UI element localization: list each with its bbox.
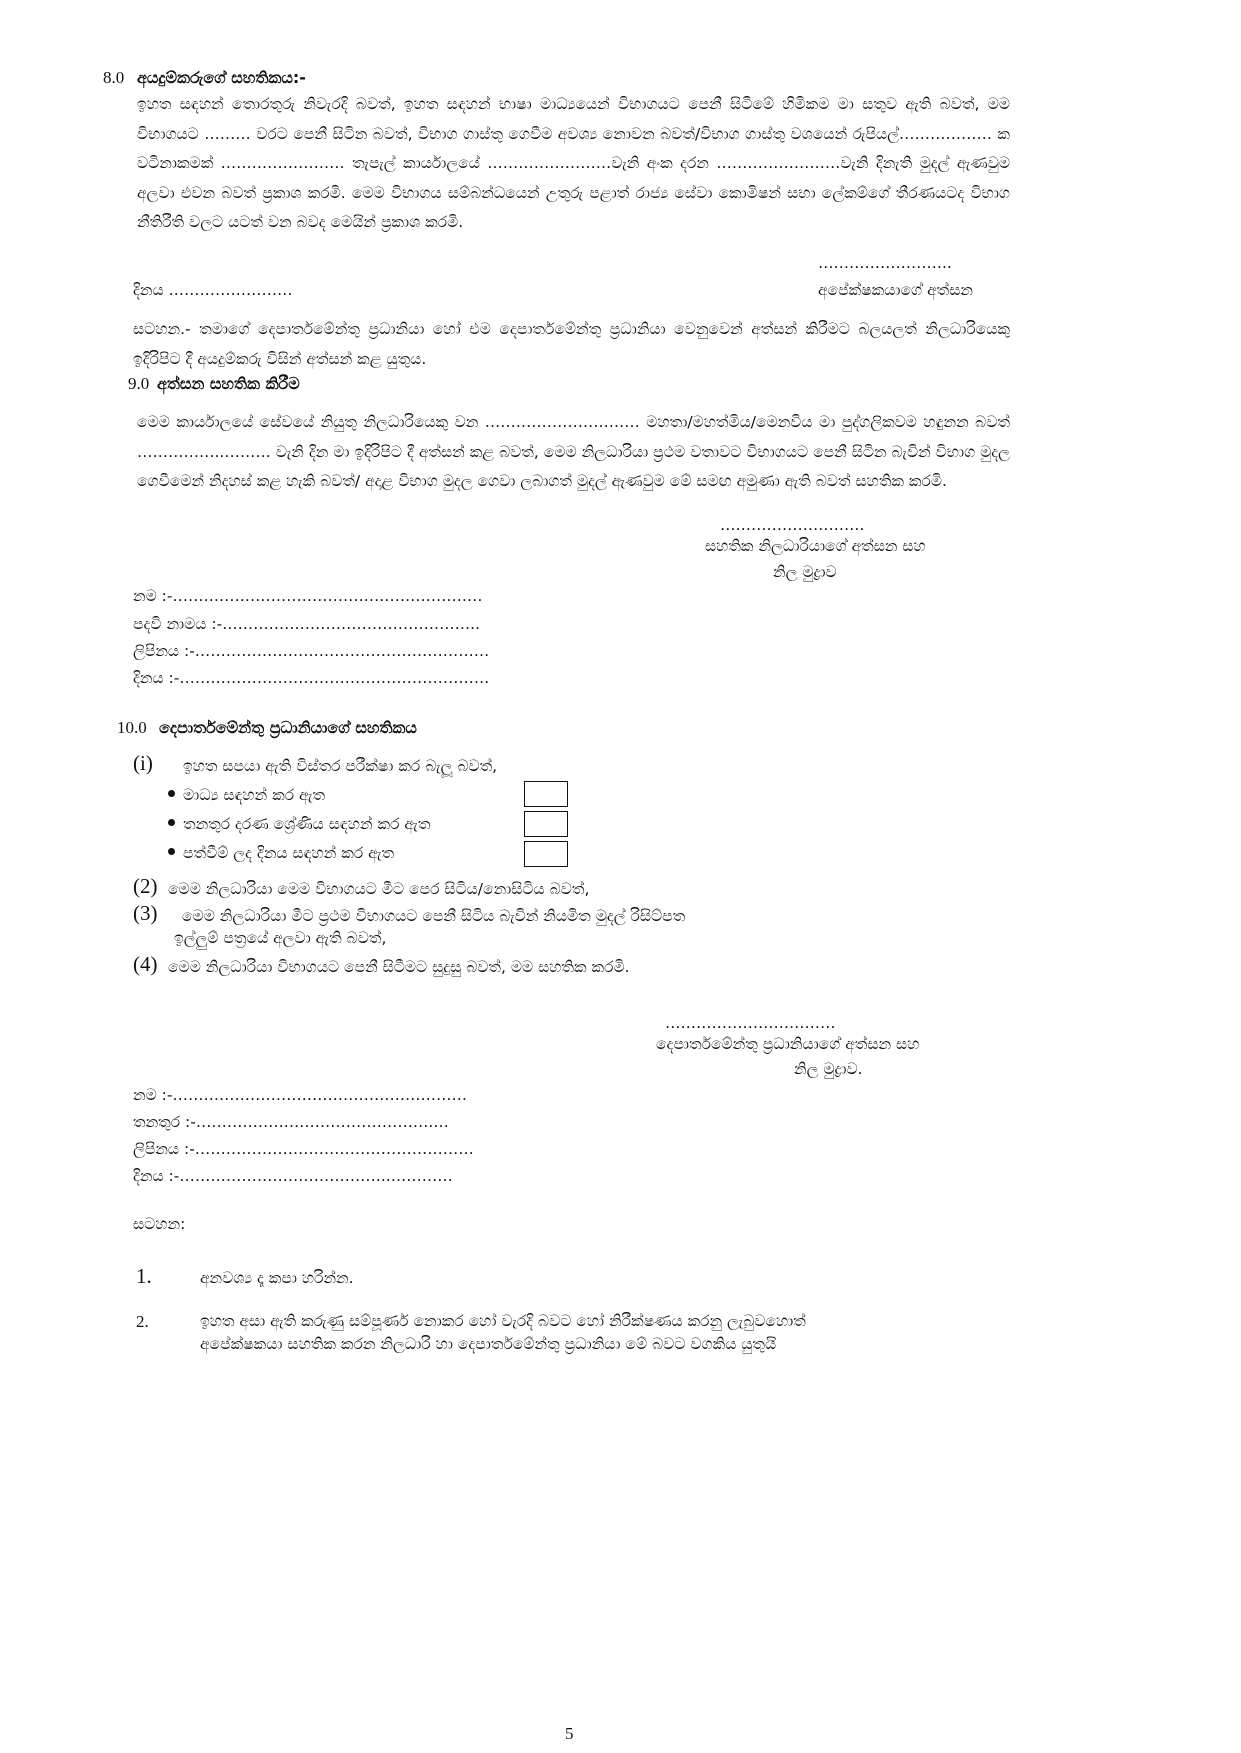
applicant-signature-label: අපේක්ෂකයාගේ අත්සන [818, 281, 973, 299]
item-4-text: මෙම නිලධාරියා විභාගයට පෙනී සිටීමට සුදුසු බවත්, මම සහතික කරමි. [168, 958, 630, 976]
note-2-text-line-2: අපේක්ෂකයා සහතික කරන නිලධාරි හා දෙපාර්තමේන්තු ප්‍රධානියා මේ බවට වගකිය යුතුයි [200, 1335, 777, 1353]
section-9-title: අත්සන සහතික කිරීම [157, 374, 300, 393]
section-8-number: 8.0 [103, 68, 125, 87]
certifier-designation-field: පදවි නාමය :-………………………………………….. [133, 615, 481, 633]
grade-checkbox[interactable] [524, 811, 568, 837]
certifier-date-field: දිනය :-…………………………………………………… [133, 669, 490, 687]
item-3-text-continued: ඉල්ලුම් පත්‍රයේ අලවා ඇති බවත්, [174, 929, 387, 947]
item-3-marker: (3) [133, 901, 158, 925]
checklist-item-grade: තනතුර දරණ ශ්‍රේණිය සඳහන් කර ඇත [168, 815, 430, 834]
certifier-address-field: ලිපිනය :-………………………………………………… [133, 642, 490, 660]
item-2-text: මෙම නිලධාරියා මෙම විභාගයට මීට පෙර සිටිය/නොසිටිය බවත්, [168, 880, 590, 898]
head-date-field: දිනය :-…………………………………..………… [133, 1167, 453, 1185]
checklist-item-appointment-date: පත්වීම් ලද දිනය සඳහන් කර ඇත [168, 844, 394, 863]
item-i-text: ඉහත සපයා ඇති විස්තර පරීක්ෂා කර බැලූ බවත්, [183, 757, 498, 775]
item-3-text: මෙම නිලධාරියා මීට ප්‍රථම විභාගයට පෙනී සිටිය බැවින් නියමිත මුදල් රිසිට්පත [182, 907, 686, 925]
note-2-text-line-1: ඉහත අසා ඇති කරුණු සම්පූර්ණ නොකර හෝ වැරදි බවට හෝ නිරීක්ෂණය කරනු ලැබුවහොත් [200, 1312, 806, 1330]
head-signature-line: …………………………… [665, 1014, 836, 1032]
section-8-declaration: ඉහත සඳහන් තොරතුරු නිවැරදි බවත්, ඉහත සඳහන් භාෂා මාධ්‍යයෙන් විභාගයට පෙනී සිටීමේ හිමිකම මා සතුව ඇති බවත්, මම විභාගයට ……… වරට පෙනී සිටින බවත්, විභාග ගාස්තු ගෙවීම අවශ්‍ය නොවන බවත්/විභාග ගාස්තු වශයෙන් රුපියල්……………… ක වටිනාකමක් …………………… තැපැල් කාර්යාලයේ ……………………වැනි අංක දරන ……………………වැනි දිනැති මුදල් ඇණවුම අලවා එවන බවත් ප්‍රකාශ කරමි. මෙම විභාගය සම්බන්ධයෙන් උතුරු පළාත් රාජ්‍ය සේවා කොමිෂන් සභා ලේකම්ගේ තීරණයටද විභාග නීතිරීති වලට යටත් වන බවද මෙයින් ප්‍රකාශ කරමි. [137, 95, 1010, 231]
checklist-item-medium: මාධ්‍ය සඳහන් කර ඇත [168, 786, 325, 805]
head-address-field: ලිපිනය :-……………………………………………… [133, 1140, 474, 1158]
bullet-icon [168, 790, 175, 797]
notes-title: සටහන: [133, 1215, 186, 1233]
section-8-title: අයදුම්කරුගේ සහතිකය:- [137, 68, 306, 87]
applicant-date-field: දිනය …………………… [133, 281, 293, 299]
section-9-number: 9.0 [128, 374, 150, 393]
note-1-text: අනවශ්‍ය දෑ කපා හරින්න. [200, 1269, 354, 1287]
appointment-date-checkbox[interactable] [524, 841, 568, 867]
section-10-title: දෙපාර්තමේන්තු ප්‍රධානියාගේ සහතිකය [159, 718, 417, 737]
certifier-signature-label: සහතික නිලධාරියාගේ අත්සන සහ [705, 537, 926, 555]
certifier-signature-line: ………………………. [720, 516, 865, 534]
section-8-note: සටහන.- තමාගේ දෙපාර්තමේන්තු ප්‍රධානියා හෝ එම දෙපාර්තමේන්තු ප්‍රධානියා වෙනුවෙන් අත්සන් කිරීමට බලයලත් නිලධාරියෙකු ඉදිරිපිට දී අයදුම්කරු විසින් අත්සන් කළ යුතුය. [133, 320, 1010, 368]
item-2-marker: (2) [133, 874, 158, 898]
head-seal-label: නිල මුද්‍රාව. [794, 1060, 863, 1078]
bullet-icon [168, 848, 175, 855]
section-10-number: 10.0 [117, 718, 147, 737]
medium-checkbox[interactable] [524, 781, 568, 807]
section-9-certification: මෙම කාර්යාලයේ සේවයේ නියුතු නිලධාරියෙකු වන ………………………… මහතා/මහත්මිය/මෙනවිය මා පුද්ගලිකවම හඳුනන බවත් ……………..……… වැනි දින මා ඉදිරිපිට දී අත්සන් කළ බවත්, මෙම නිලධාරියා ප්‍රථම වතාවට විභාගයට පෙනී සිටින බැවින් විභාග මුදල ගෙවීමෙන් නිදහස් කළ හැකි බවත්/ අදාළ විභාග මුදල ගෙවා ලබාගත් මුදල් ඇණවුම මේ සමඟ අමුණා ඇති බවත් සහතික කරමි. [137, 413, 1010, 490]
item-4-marker: (4) [133, 952, 158, 976]
head-name-field: නම :-………………………………………………… [133, 1086, 467, 1104]
head-signature-label: දෙපාර්තමේන්තු ප්‍රධානියාගේ අත්සන සහ [656, 1035, 920, 1053]
item-i-marker: (i) [133, 751, 153, 775]
certifier-seal-label: නිල මුද්‍රාව [773, 563, 837, 581]
note-1-marker: 1. [136, 1264, 152, 1288]
page-number: 5 [565, 1724, 574, 1743]
head-position-field: තනතුර :-……………………………………….… [133, 1113, 449, 1131]
note-2-marker: 2. [136, 1312, 149, 1331]
bullet-icon [168, 819, 175, 826]
applicant-signature-line: …………………….. [818, 254, 952, 272]
certifier-name-field: නම :-…………………………………………………… [133, 587, 483, 605]
